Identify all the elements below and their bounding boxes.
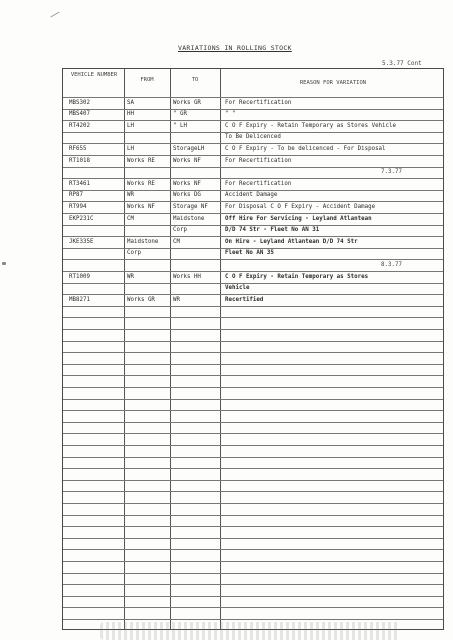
row-divider (63, 410, 443, 411)
row-divider (63, 584, 443, 585)
cell-vehicle: JKE335E (69, 238, 94, 245)
punch-mark (2, 262, 6, 265)
row-divider (63, 283, 443, 284)
row-divider (63, 329, 443, 330)
cell-reason: Accident Damage (225, 192, 278, 199)
row-divider (63, 259, 443, 260)
cell-reason: For Recertification (225, 180, 292, 187)
scan-smudge (100, 622, 400, 640)
cell-vehicle: MB8271 (69, 296, 90, 303)
cell-from: Works RE (127, 180, 155, 187)
cell-reason: C O F Expiry - To be delicenced - For Disposal (225, 145, 386, 152)
row-divider (63, 271, 443, 272)
column-divider (124, 69, 125, 629)
cell-to: Works NF (173, 157, 201, 164)
cell-reason: 8.3.77 (381, 261, 402, 268)
cell-to: Works GR (173, 99, 201, 106)
cell-from: Works GR (127, 296, 155, 303)
row-divider (63, 294, 443, 295)
cell-vehicle: RT3461 (69, 180, 90, 187)
row-divider (63, 538, 443, 539)
cell-to: Corp (173, 227, 187, 234)
row-divider (63, 120, 443, 121)
row-divider (63, 619, 443, 620)
cell-vehicle: RT994 (69, 203, 87, 210)
cell-to: Works NF (173, 180, 201, 187)
row-divider (63, 375, 443, 376)
cell-reason: For Disposal C O F Expiry - Accident Damage (225, 203, 376, 210)
cell-to: " LH (173, 122, 187, 129)
row-divider (63, 399, 443, 400)
cell-reason: D/D 74 Str - Fleet No AN 31 (225, 227, 320, 234)
header-to: TO (191, 77, 199, 83)
row-divider (63, 364, 443, 365)
row-divider (63, 143, 443, 144)
row-divider (63, 596, 443, 597)
row-divider (63, 573, 443, 574)
row-divider (63, 109, 443, 110)
cell-from: Maidstone (127, 238, 159, 245)
cell-from: HH (127, 111, 134, 118)
row-divider (63, 457, 443, 458)
cell-reason: " " (225, 111, 236, 118)
row-divider (63, 549, 443, 550)
row-divider (63, 225, 443, 226)
row-divider (63, 132, 443, 133)
cell-from: LH (127, 122, 134, 129)
cell-from: LH (127, 145, 134, 152)
row-divider (63, 526, 443, 527)
cell-from: SA (127, 99, 134, 106)
cell-from: Works NF (127, 203, 155, 210)
row-divider (63, 387, 443, 388)
cell-to: " GR (173, 111, 187, 118)
cell-vehicle: MBS302 (69, 99, 90, 106)
row-divider (63, 236, 443, 237)
row-divider (63, 422, 443, 423)
scan-mark (50, 12, 59, 18)
document-date: 5.3.77 Cont (382, 60, 422, 67)
row-divider (63, 248, 443, 249)
cell-to: StorageLH (173, 145, 205, 152)
cell-from: Corp (127, 250, 141, 257)
row-divider (63, 607, 443, 608)
cell-reason: C O F Expiry - Retain Temporary as Stores (225, 273, 369, 280)
cell-to: Works HH (173, 273, 201, 280)
cell-vehicle: RF655 (69, 145, 87, 152)
cell-to: WR (173, 296, 180, 303)
cell-from: Works RE (127, 157, 155, 164)
cell-from: CM (127, 215, 134, 222)
cell-from: WR (127, 192, 134, 199)
header-reason: REASON FOR VARIATION (299, 80, 367, 86)
stock-table (62, 68, 444, 630)
cell-reason: For Recertification (225, 157, 292, 164)
cell-reason: On Hire - Leyland Atlantean D/D 74 Str (225, 238, 358, 245)
row-divider (63, 190, 443, 191)
row-divider (63, 155, 443, 156)
row-divider (63, 178, 443, 179)
cell-reason: C O F Expiry - Retain Temporary as Stores Vehicle (225, 122, 397, 129)
cell-reason: Vehicle (225, 285, 250, 292)
cell-from: WR (127, 273, 134, 280)
row-divider (63, 306, 443, 307)
row-divider (63, 445, 443, 446)
cell-reason: 7.3.77 (381, 169, 402, 176)
row-divider (63, 201, 443, 202)
row-divider (63, 480, 443, 481)
row-divider (63, 352, 443, 353)
cell-vehicle: RT1009 (69, 273, 90, 280)
row-divider (63, 433, 443, 434)
row-divider (63, 491, 443, 492)
row-divider (63, 515, 443, 516)
row-divider (63, 468, 443, 469)
row-divider (63, 317, 443, 318)
cell-to: CM (173, 238, 180, 245)
row-divider (63, 503, 443, 504)
document-title: VARIATIONS IN ROLLING STOCK (178, 44, 292, 52)
cell-vehicle: MBS407 (69, 111, 90, 118)
cell-to: Maidstone (173, 215, 205, 222)
header-vehicle: VEHICLE NUMBER (70, 72, 118, 78)
cell-vehicle: RT1018 (69, 157, 90, 164)
cell-to: Works DG (173, 192, 201, 199)
cell-vehicle: RT4202 (69, 122, 90, 129)
cell-vehicle: RP87 (69, 192, 83, 199)
column-divider (170, 69, 171, 629)
cell-reason: Fleet No AN 35 (225, 250, 274, 257)
cell-to: Storage NF (173, 203, 208, 210)
row-divider (63, 213, 443, 214)
cell-reason: For Recertification (225, 99, 292, 106)
cell-reason: Off Hire For Servicing - Leyland Atlantean (225, 215, 372, 222)
cell-reason: Recertified (225, 296, 264, 303)
cell-reason: To Be Delicenced (225, 134, 281, 141)
column-divider (220, 69, 221, 629)
cell-vehicle: EKP231C (69, 215, 94, 222)
row-divider (63, 97, 443, 98)
row-divider (63, 561, 443, 562)
header-from: FROM (140, 77, 154, 83)
row-divider (63, 341, 443, 342)
row-divider (63, 167, 443, 168)
